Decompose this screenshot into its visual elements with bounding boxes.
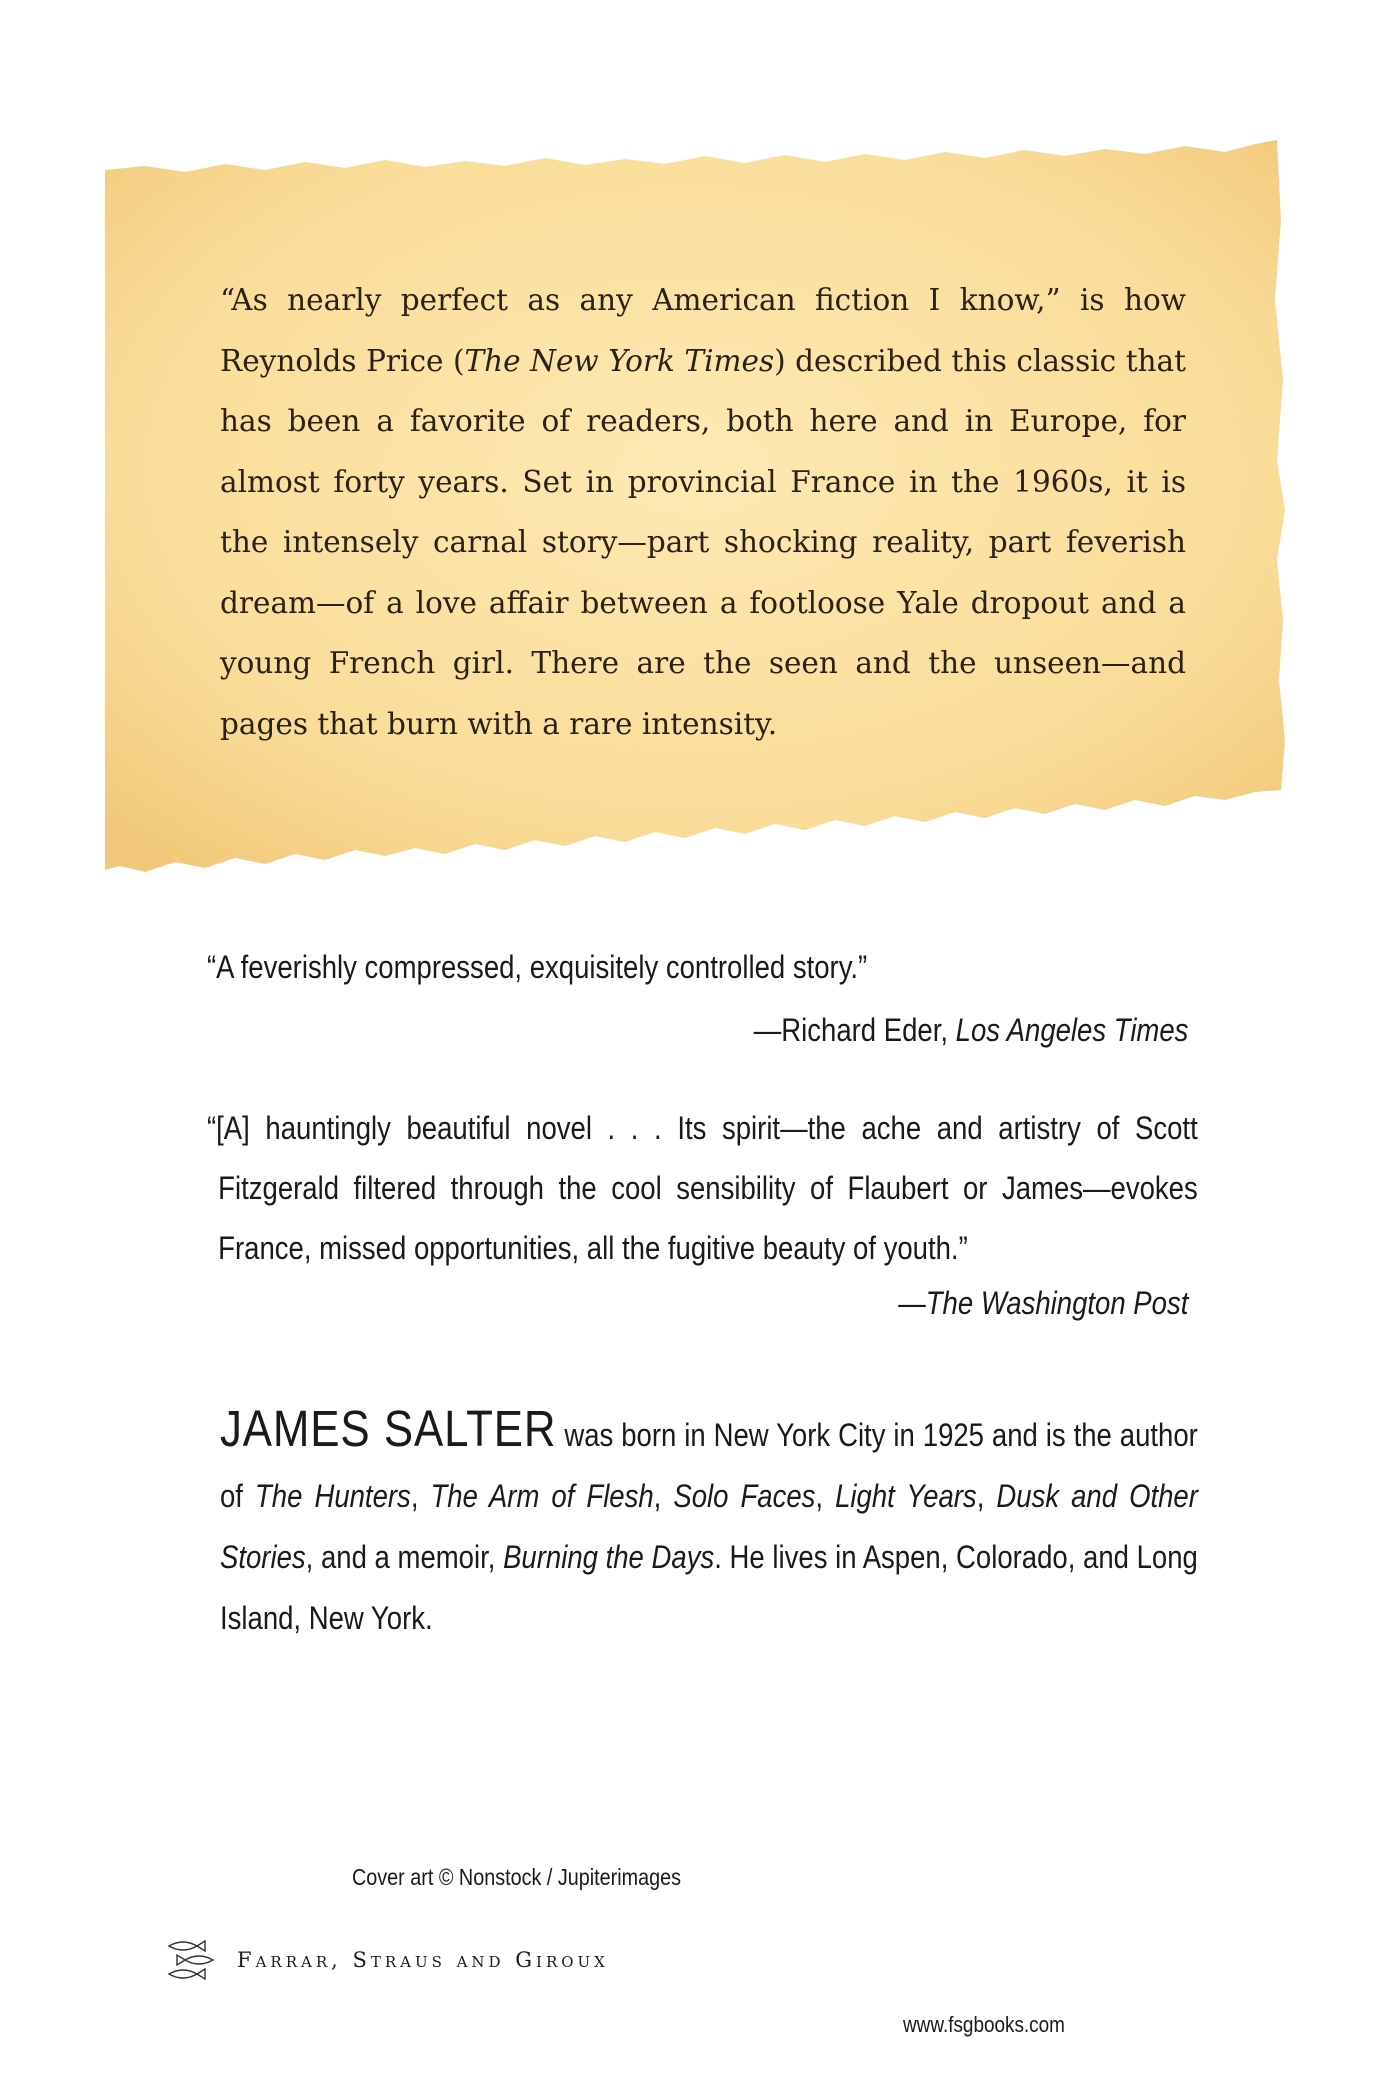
review-quote-1: “A feverishly compressed, exquisitely controlled story.” <box>207 949 868 985</box>
bio-book-title: Dusk and Other Stories <box>220 1478 1198 1575</box>
bio-book-title: Burning the Days <box>503 1539 715 1575</box>
bio-text: . He lives in Aspen, Colorado, and Long Island, New York. <box>220 1539 1198 1636</box>
paper-quote-text-2: ) described this classic that has been a favorite of readers, both here and in Europe, for almost forty years. Set in provincial France in the 1960s, it is the intensely carnal story—part shocking reality, part feverish dream—of a love affair between a footloose Yale dropout and a young French girl. There are the seen and the unseen—and pages that burn with a rare intensity. <box>220 343 1186 741</box>
review-quote-2: “[A] hauntingly beautiful novel . . . Its spirit—the ache and artistry of Scott Fitzgerald filtered through the cool sensibility of Flaubert or James—evokes France, missed opportunities, all the fugitive beauty of youth.” <box>207 1110 1198 1266</box>
bio-book-title: The Hunters <box>254 1478 411 1514</box>
publisher-website: www.fsgbooks.com <box>903 2012 1065 2037</box>
bio-text: , <box>653 1478 674 1514</box>
bio-book-title: Light Years <box>835 1478 977 1514</box>
paper-quote-text-1: “As nearly perfect as any American fiction I know,” is how Reynolds Price ( <box>220 283 1186 378</box>
bio-text: , and a memoir, <box>305 1539 504 1575</box>
paper-quote-source: The New York Times <box>464 343 775 378</box>
bio-book-title: Solo Faces <box>673 1478 816 1514</box>
publisher-name: Farrar, Straus and Giroux <box>237 1948 609 1972</box>
review-attribution-1 <box>753 1008 1188 1052</box>
attribution-2-prefix: — <box>897 1285 926 1321</box>
bio-text: , <box>815 1478 836 1514</box>
torn-paper-panel <box>105 140 1285 880</box>
cover-art-credit: Cover art © Nonstock / Jupiterimages <box>352 1864 681 1890</box>
author-bio <box>220 1398 1198 1649</box>
publisher-imprint <box>165 1935 609 1985</box>
attribution-1-source: Los Angeles Times <box>955 1012 1188 1048</box>
fsg-fish-logo-icon <box>165 1936 217 1984</box>
bio-book-title: The Arm of Flesh <box>430 1478 654 1514</box>
author-name: JAMES SALTER <box>220 1400 557 1457</box>
attribution-2-source: The Washington Post <box>925 1285 1188 1321</box>
attribution-1-prefix: —Richard Eder, <box>753 1012 956 1048</box>
bio-text: , <box>976 1478 997 1514</box>
review-attribution-2 <box>898 1281 1188 1325</box>
paper-quote <box>220 270 1186 754</box>
bio-text: was born in New York City in 1925 and is the author of <box>220 1417 1198 1514</box>
bio-text: , <box>410 1478 431 1514</box>
